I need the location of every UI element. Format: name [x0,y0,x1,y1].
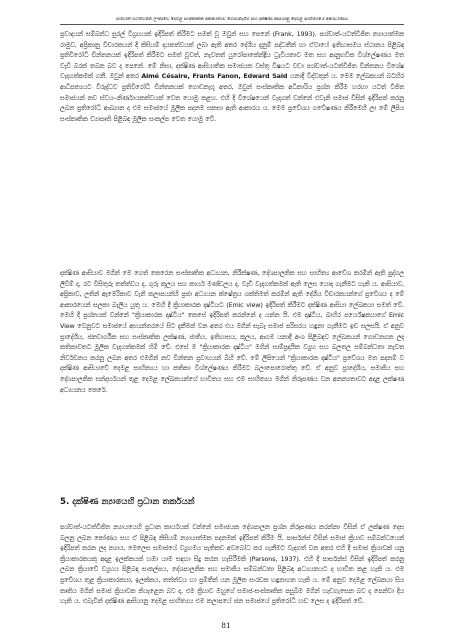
header-rule [60,24,404,25]
paragraph-1-text: ප්‍රවාදයන් සම්බන්ධ සුරල් විග්‍රහයක් ඉදිරිපත් කිරීමට සමත් වූ ඔවුන් සහ පෙනේ ( [60,30,275,38]
postcolonial-authors: Aimé Césaire, Frants Fanon, Edward Said [141,72,288,81]
quoted-term-2: "ක්‍රියාකාරක දෘෂ්ටිය" [199,343,252,352]
citation-frank: Frank, 1993 [274,30,313,38]
paragraph-2-text: දක්ෂිණ ආසියාව මගින් මෙ ගෙත් කෙරෙන සංස්කෘතික අධ්‍යයන, නිරීක්ෂණ, දේශපාලනික සහ සාහිත්‍ය ආවේශ කරමින් ඇති පුද්ගල ලිවීම් ද, රට විසිතුරු තත්ත්වය ද, ගුරු කුලය සහ කාර්ය මණ්ඩලය ද, වැඩි වැදගත්කමක් ඇති ලෙස යොදා ගැනීමට හැකි ය. ආසියාව, අප්‍රිකාව, ලතින් ඇමෙරිකාව වැනි කලාපයන්හි ප්‍රජා අධ්‍යයන ක්ෂේත්‍රය ශක්තිමත් කරමින් ඇති දේශීය විචාරකයන්ගේ ප්‍රවේශය ද මේ ආකාරයෙන් සලකා බැලිය යුතු ය. මෙහි දී [60,269,404,309]
paragraph-1-text-2: ). පශ්චාත්-යටත්විජිත න්‍යායාත්මක රාමුව, අප්‍රිකානු විචාරකයන් දී කිසියම් දායකත්වයක් ලබා ඇති අතර දේශීය දැනුම් පද්ධතීන් හා ඒවායේ ඉතිහාසමය ස්ථානය පිළිබඳ ප්‍රතිවිරෝධී චින්තනයක් ඉදිරිපත් කිරීමට සමත් වූවත්, නැවතත් යුරෝපාකේන්ද්‍රීය ධ්‍රැවීයතාව මත සහ ආනුභවික විශ්ලේෂණය මත වැඩි බරක් තබන බව ද පෙනේ. මේ නිසා, දක්ෂිණ ආසියාතික සමාජයක වස්තු විෂයට වඩා පශ්චාත්-යටත්විජිත චින්තනය විශේෂ වැදගත්කමක් ගනී. ඔවුන් අතර [60,30,404,81]
paragraph-1 [60,29,404,253]
paragraph-1-text-3: යනාදී විද්වතුන් ය. මෙම ලේඛකයන් බටහිර ආධිපත්‍යයට විරුද්ධව ප්‍රතිවිරෝධී චින්තනයක් ගොඩනැගූ අතර, ඔවුන් සංස්කෘතික අධිකාරිය ප්‍රශ්න කිරීම හරහා යටත් විජිත සමාජයන් නව ස්වයං-නිර්ණායකත්වයක් වෙත යොමු කළහ. එහි දී විශේෂයෙන් වැදගත් වන්නේ එවැනි සමාජ විසින් ඉදිරිපත් කරනු ලබන ප්‍රතිරෝධී ආඛ්‍යාන ද එම සමාජයේ මූලික පදනම සකසා ඇති ආකාරය ය. මෙම ප්‍රවේශය ගවේෂණය කිරීමෙහි ලා මේ ලිපිය සංස්කෘතික ව්‍යාපෘති පිළිබඳ මූලික සංකල්ප වෙත යොමු වේ. [60,72,404,123]
section-heading: 5. දක්ෂිණ න්‍යායෙහි ප්‍රධාන තර්කයන් [60,497,195,507]
quoted-term-3: "ක්‍රියාකාරක දෘෂ්ටිය" [287,353,340,362]
paragraph-2-text-6: ප්‍රවේශය මත පදනම් ව දක්ෂිණ ආසියාවේ දෙමළ සාහිත්‍යය හා කතිකා විශ්ලේෂණය කිරීමට බලාපොරොත්තු වේ. ඒ අනුව ප්‍රාදේශීය, සමාජීය සහ දේශපාලනික සන්දර්භයන් තුළ දෙමළ ලේඛකයන්ගේ භාවිතය සහ එම සාහිත්‍යය මගින් නිරූපණය වන අනන්‍යතාවට අදාළ ලක්ෂණ අධ්‍යයනය කෙරේ. [60,353,404,394]
paragraph-3-text: පශ්චාත්-යටත්විජිත න්‍යායයෙහි ප්‍රධාන කාර්යයක් වන්නේ සමාජයක දේශපාලන ප්‍රශ්න නිරූපණය කරන්නා විසින් ඒ ලක්ෂණ දෙස බලනු ලබන කෝණය සහ ඒ පිළිබඳ කිසියම් න්‍යායාත්මක පදනමක් ඉදිරිපත් කිරීම යි. පාර්සන්ස් විසින් සමාජ ක්‍රියාව සම්බන්ධයෙන් ඉදිරිපත් කරන ලද න්‍යාය, මෙලෙස සමාජයේ ව්‍යුහමය පැතිකඩ අවබෝධ කර ගැනීමට වැදගත් වන අතර එහි දී සමාජ ක්‍රියාවක් යනු ක්‍රියාකාරකයකු අදාළ ඉලක්කයක් හඹා යාම සඳහා සිදු කරන හැසිරීමකි ( [60,523,404,563]
paragraph-2-text-4: වෙනුවට සමාජයේ අභ්‍යන්තරයේ සිට දැකීමක් වන අතර එය මගින් සැබෑ සමාජ පරිසරය හඳුනා ගැනීමට ඉඩ සලසයි. ඒ අනුව ප්‍රාදේශීය, ජනවාර්ගික සහ සංස්කෘතික ලක්ෂණ, ජාතිය, ඉතිහාසය, කුලය, ආගම යනාදී අංශ පිළිබඳව ලේඛකයන් ගොඩනගන ලද කතිකාවතට මූලික වැදගත්කමක් හිමි වේ. එසේ ම [60,321,404,352]
emic-view-term: ක්‍රියාකාරක දෘෂ්ටියට (Emic view) [173,300,263,309]
page-number: 81 [221,621,231,630]
emic-view-term-2: Emic View [60,311,404,330]
paragraph-3-text-2: ). එහි දී පාර්සන්ස් විසින් ඉදිරිපත් කරනු ලබන ක්‍රියාවේ ව්‍යුහය පිළිබඳ සංකල්පය, දේශපාලනික සහ සමාජීය සම්බන්ධතා පිළිබඳ අධ්‍යයනයට ද භාවිත කළ හැකි ය. එම ප්‍රවේශය තුළ ක්‍රියාකාරකයා, ඉලක්කය, තත්ත්වය හා ප්‍රමිතීන් යන මූලික සංරචක හඳුනාගත හැකි ය. මේ අනුව දෙමළ ලේඛකයා සිය කෘතිය මගින් සමාජ ක්‍රියාවක නියැළෙන බව ද, එම ක්‍රියාව ඔහුගේ සමාජ-සංස්කෘතික පසුබිම මගින් හැඩගැසෙන බව ද පෙන්වා දිය හැකි ය. එබැවින් දක්ෂිණ ආසියානු දෙමළ සාහිත්‍යය එම කලාපයේ ජන සමාජයේ ප්‍රතිරෝධී හඬ ලෙස ද ඉදිරිපත් වේ. [60,554,404,606]
citation-parsons: Parsons, 1937 [251,554,297,563]
paragraph-2-text-2: ඉදිරිපත් කිරීමට දක්ෂිණ ආසියා ලේඛකයා සමත් වේ. මෙහි දී ප්‍රශ්නයක් වන්නේ [60,300,404,320]
paragraph-2 [60,268,404,482]
paragraph-2-text-5: මගින් සාම්ප්‍රදායික ව්‍යුහ සහ බලතල සම්බන්ධතා නැවත නිර්වචනය කරනු ලබන අතර එමගින් නව චින්තන ප්‍රවාහයන් බිහි වේ. මේ ලිපියෙන් [60,343,404,362]
running-head: පශ්චාත්-යටත්විජිත ලංකාවේ දෙමළ සංස්කෘතික අනන්‍යතාව ගොඩනැගීම සහ දක්ෂිණ ආසියානු දෙමළ සාහිත්‍යයේ අනාවරණය [116,17,348,22]
quoted-term-1: "ක්‍රියාකාරක දෘෂ්ටිය" [132,311,185,320]
paragraph-2-text-3: කෙසේ ඉදිරිපත් කරන්නේ ද යන්න යි. එම දෘෂ්ටිය, බාහිර පර්යේෂකයාගේ [184,311,390,320]
